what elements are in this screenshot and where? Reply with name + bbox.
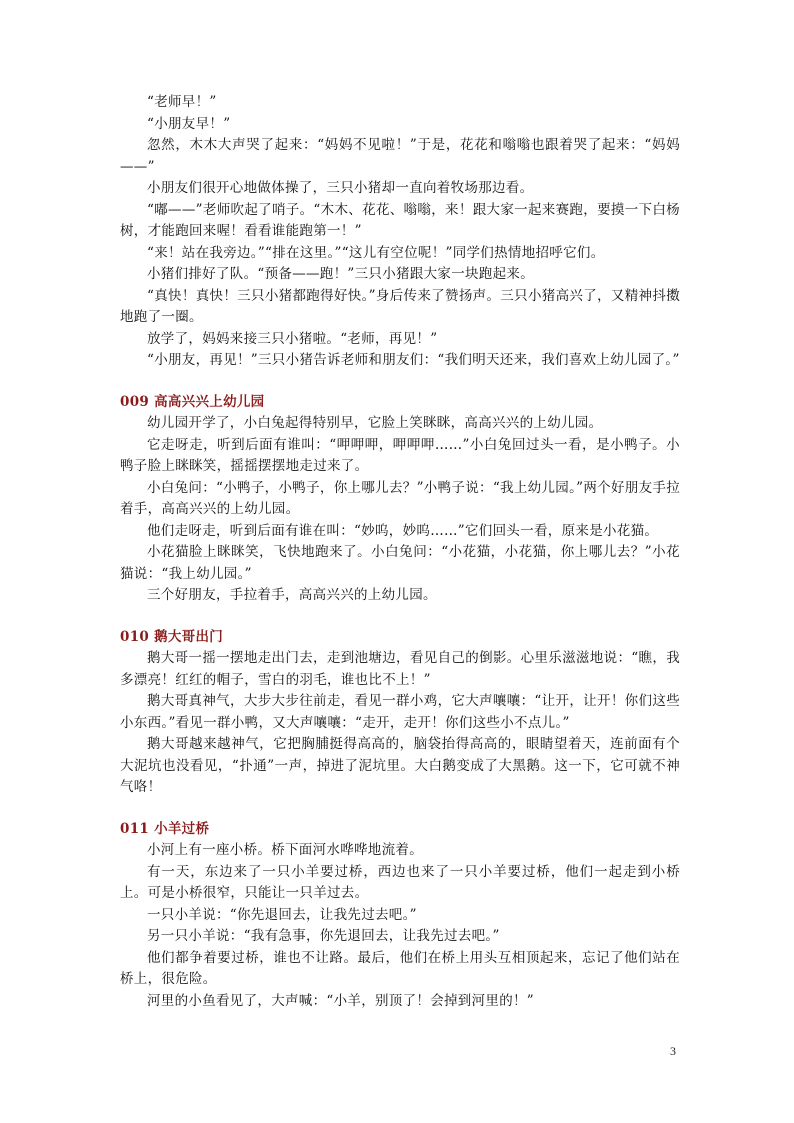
paragraph: 有一天，东边来了一只小羊要过桥，西边也来了一只小羊要过桥，他们一起走到小桥上。可是小桥很窄，只能让一只羊过去。 [120, 863, 680, 901]
paragraph: “来！站在我旁边。”“排在这里。”“这儿有空位呢！”同学们热情地招呼它们。 [147, 244, 605, 261]
paragraph: 忽然，木木大声哭了起来：“妈妈不见啦！”于是，花花和嗡嗡也跟着哭了起来：“妈妈——” [120, 137, 680, 175]
story-section-009 [120, 392, 680, 607]
story-section-010 [120, 627, 680, 799]
paragraph: 小花猫脸上眯眯笑，飞快地跑来了。小白兔问：“小花猫，小花猫，你上哪儿去？”小花猫说：“我上幼儿园。” [120, 544, 680, 582]
paragraph: 他们走呀走，听到后面有谁在叫：“妙呜，妙呜……”它们回头一看，原来是小花猫。 [147, 522, 659, 539]
paragraph: 鹅大哥一摇一摆地走出门去，走到池塘边，看见自己的倒影。心里乐滋滋地说：“瞧，我多漂亮！红红的帽子，雪白的羽毛，谁也比不上！” [120, 650, 680, 688]
story-section-011 [120, 819, 680, 1013]
page-number: 3 [670, 1044, 676, 1058]
paragraph: “小朋友早！” [147, 115, 231, 132]
paragraph: 鹅大哥越来越神气，它把胸脯挺得高高的，脑袋抬得高高的，眼睛望着天，连前面有个大泥坑也没看见，“扑通”一声，掉进了泥坑里。大白鹅变成了大黑鹅。这一下，它可就不神气咯！ [120, 736, 680, 795]
paragraph: 小白兔问：“小鸭子，小鸭子，你上哪儿去？”小鸭子说：“我上幼儿园。”两个好朋友手拉着手，高高兴兴的上幼儿园。 [120, 479, 680, 517]
paragraph: 三个好朋友，手拉着手，高高兴兴的上幼儿园。 [147, 587, 437, 603]
paragraph: 小河上有一座小桥。桥下面河水哗哗地流着。 [147, 842, 423, 858]
story-ending [120, 92, 680, 372]
paragraph: “嘟——”老师吹起了哨子。“木木、花花、嗡嗡，来！跟大家一起来赛跑，要摸一下白杨树，才能跑回来喔！看看谁能跑第一！” [120, 201, 680, 239]
paragraph: 河里的小鱼看见了，大声喊：“小羊，别顶了！会掉到河里的！” [147, 992, 535, 1009]
section-heading: 009 高高兴兴上幼儿园 [120, 393, 265, 410]
paragraph: 放学了，妈妈来接三只小猪啦。“老师，再见！” [147, 330, 438, 347]
page-content [120, 92, 680, 1012]
paragraph: “小朋友，再见！”三只小猪告诉老师和朋友们：“我们明天还来，我们喜欢上幼儿园了。” [147, 352, 680, 368]
paragraph: 他们都争着要过桥，谁也不让路。最后，他们在桥上用头互相顶起来，忘记了他们站在桥上，很危险。 [120, 949, 680, 987]
paragraph: 小猪们排好了队。“预备——跑！”三只小猪跟大家一块跑起来。 [147, 266, 535, 282]
paragraph: 另一只小羊说：“我有急事，你先退回去，让我先过去吧。” [147, 928, 500, 944]
paragraph: 它走呀走，听到后面有谁叫：“呷呷呷，呷呷呷……”小白兔回过头一看，是小鸭子。小鸭子脸上眯眯笑，摇摇摆摆地走过来了。 [120, 436, 680, 474]
paragraph: 一只小羊说：“你先退回去，让我先过去吧。” [147, 906, 417, 923]
paragraph: 幼儿园开学了，小白兔起得特别早，它脸上笑眯眯，高高兴兴的上幼儿园。 [147, 415, 603, 431]
paragraph: 小朋友们很开心地做体操了，三只小猪却一直向着牧场那边看。 [147, 180, 534, 196]
section-heading: 011 小羊过桥 [120, 820, 210, 837]
paragraph: “老师早！” [147, 94, 217, 110]
paragraph: “真快！真快！三只小猪都跑得好快。”身后传来了赞扬声。三只小猪高兴了，又精神抖擞地跑了一圈。 [120, 287, 680, 325]
paragraph: 鹅大哥真神气，大步大步往前走，看见一群小鸡，它大声嚷嚷：“让开，让开！你们这些小东西。”看见一群小鸭，又大声嚷嚷：“走开，走开！你们这些小不点儿。” [120, 693, 680, 731]
section-heading: 010 鹅大哥出门 [120, 628, 224, 645]
